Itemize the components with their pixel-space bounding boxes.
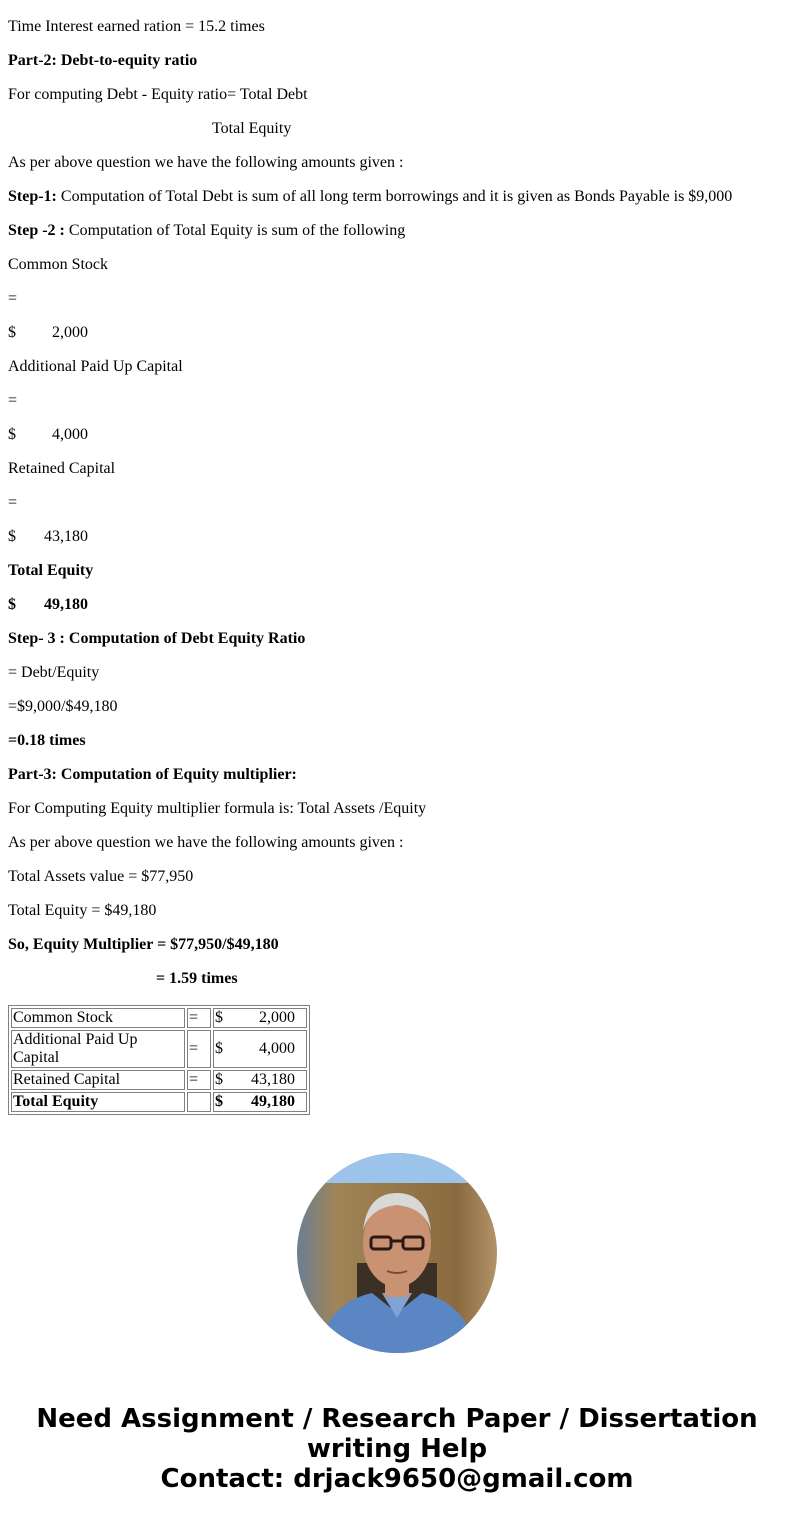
table-row <box>11 1008 307 1028</box>
step1-line <box>8 188 788 206</box>
row-amount-cell <box>213 1092 307 1112</box>
step1-text: Computation of Total Debt is sum of all long term borrowings and it is given as Bonds Payable is $9,000 <box>56 188 733 205</box>
table-row <box>11 1030 307 1068</box>
row-label: Retained Capital <box>11 1070 185 1090</box>
equals-sign: = <box>8 392 18 409</box>
row-amount: 43,180 <box>251 1071 295 1088</box>
total-equity-value: $ 49,180 <box>8 596 88 613</box>
given-intro-2: As per above question we have the following amounts given : <box>8 834 404 851</box>
apc-label: Additional Paid Up Capital <box>8 358 183 375</box>
equity-summary-table <box>8 1005 310 1115</box>
promo-contact: Contact: drjack9650@gmail.com <box>160 1464 634 1494</box>
part2-heading: Part-2: Debt-to-equity ratio <box>8 52 198 69</box>
row-amount: 2,000 <box>259 1009 295 1026</box>
step3-heading: Step- 3 : Computation of Debt Equity Ratio <box>8 630 306 647</box>
currency-symbol: $ <box>215 1040 223 1057</box>
common-stock-value: $ 2,000 <box>8 324 88 341</box>
total-equity-line: Total Equity = $49,180 <box>8 902 157 919</box>
given-intro: As per above question we have the following amounts given : <box>8 154 404 171</box>
promo-banner <box>0 1404 794 1494</box>
currency-symbol: $ <box>215 1071 223 1088</box>
row-equals <box>187 1092 211 1112</box>
row-amount: 49,180 <box>251 1093 295 1110</box>
formula-bottom: Total Equity <box>212 120 292 137</box>
promo-line-1: Need Assignment / Research Paper / Dissertation <box>36 1404 758 1434</box>
apc-value: $ 4,000 <box>8 426 88 443</box>
row-amount-cell <box>213 1030 307 1068</box>
person-photo-icon <box>297 1153 497 1353</box>
common-stock-label: Common Stock <box>8 256 109 273</box>
row-label: Additional Paid Up Capital <box>11 1030 185 1068</box>
row-label: Common Stock <box>11 1008 185 1028</box>
part3-heading: Part-3: Computation of Equity multiplier: <box>8 766 297 783</box>
total-equity-label: Total Equity <box>8 562 94 579</box>
table-row-total <box>11 1092 307 1112</box>
equals-sign: = <box>8 290 18 307</box>
total-assets-line: Total Assets value = $77,950 <box>8 868 194 885</box>
retained-value: $ 43,180 <box>8 528 88 545</box>
de-result: =0.18 times <box>8 732 86 749</box>
em-result: = 1.59 times <box>156 970 238 987</box>
formula-top: For computing Debt - Equity ratio= Total Debt <box>8 86 308 103</box>
row-amount: 4,000 <box>259 1040 295 1057</box>
step2-label: Step -2 : <box>8 222 65 239</box>
currency-symbol: $ <box>215 1009 223 1026</box>
row-label: Total Equity <box>11 1092 185 1112</box>
avatar <box>297 1153 497 1353</box>
de-formula: = Debt/Equity <box>8 664 100 681</box>
row-equals: = <box>187 1030 211 1068</box>
em-calc: So, Equity Multiplier = $77,950/$49,180 <box>8 936 279 953</box>
de-calc: =$9,000/$49,180 <box>8 698 118 715</box>
row-equals: = <box>187 1008 211 1028</box>
row-amount-cell <box>213 1008 307 1028</box>
retained-label: Retained Capital <box>8 460 116 477</box>
currency-symbol: $ <box>215 1093 223 1110</box>
em-formula: For Computing Equity multiplier formula is: Total Assets /Equity <box>8 800 427 817</box>
tie-line: Time Interest earned ration = 15.2 times <box>8 18 265 35</box>
step1-label: Step-1: <box>8 188 57 205</box>
row-amount-cell <box>213 1070 307 1090</box>
equals-sign: = <box>8 494 18 511</box>
table-row <box>11 1070 307 1090</box>
step2-text: Computation of Total Equity is sum of the following <box>64 222 406 239</box>
promo-line-2: writing Help <box>306 1434 488 1464</box>
row-equals: = <box>187 1070 211 1090</box>
step2-line <box>8 222 788 240</box>
answer-content <box>8 18 788 988</box>
